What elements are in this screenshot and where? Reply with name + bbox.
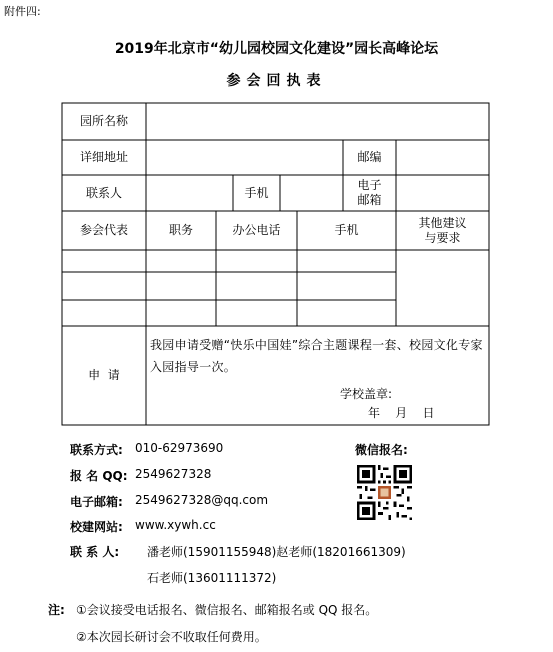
- rep-row-2-name[interactable]: [62, 272, 146, 300]
- rep-row-3-title[interactable]: [146, 300, 216, 326]
- note-line-1: ①会议接受电话报名、微信报名、邮箱报名或 QQ 报名。: [76, 603, 378, 617]
- rep-row-2-mobile[interactable]: [297, 272, 396, 300]
- rep-header-suggestions: 其他建议 与要求: [418, 215, 467, 245]
- org-name-label: 园所名称: [79, 114, 128, 128]
- rep-row-2-office-phone[interactable]: [216, 272, 297, 300]
- contact-person-field[interactable]: [146, 175, 233, 211]
- mobile-label: 手机: [244, 185, 269, 200]
- application-text: 我园申请受赠“快乐中国娃”综合主题课程一套、校园文化专家入园指导一次。: [150, 338, 483, 374]
- contact-person-label: 联系人: [85, 185, 122, 200]
- postcode-label: 邮编: [357, 150, 382, 164]
- contact-method-label: 联系方式:: [70, 443, 123, 457]
- email-label: 电子 邮箱: [357, 178, 382, 207]
- rep-row-2-title[interactable]: [146, 272, 216, 300]
- rep-header-mobile: 手机: [334, 223, 359, 237]
- website-link[interactable]: www.xywh.cc: [135, 518, 216, 532]
- qq-label: 报 名 QQ:: [70, 469, 128, 483]
- email-info-label: 电子邮箱:: [70, 495, 123, 509]
- rep-header-office-phone: 办公电话: [232, 223, 281, 237]
- contacts-line-1: 潘老师(15901155948)赵老师(18201661309): [147, 545, 406, 559]
- rep-header-title: 职务: [168, 223, 193, 237]
- email-field[interactable]: [396, 175, 489, 211]
- rep-row-1-mobile[interactable]: [297, 250, 396, 272]
- suggestions-field[interactable]: [396, 250, 489, 326]
- attachment-label: 附件四:: [4, 5, 41, 18]
- rep-header-name: 参会代表: [79, 223, 128, 237]
- rep-row-3-mobile[interactable]: [297, 300, 396, 326]
- form-subtitle: 参会回执表: [226, 73, 327, 89]
- rep-row-3-name[interactable]: [62, 300, 146, 326]
- wechat-qr-code[interactable]: [357, 465, 412, 520]
- school-stamp-label: 学校盖章:: [340, 387, 393, 401]
- contact-phone: 010-62973690: [135, 441, 224, 455]
- address-label: 详细地址: [79, 150, 128, 164]
- org-name-field[interactable]: [146, 103, 489, 140]
- rep-row-1-name[interactable]: [62, 250, 146, 272]
- notes-label: 注:: [48, 603, 65, 617]
- contacts-line-2: 石老师(13601111372): [147, 571, 277, 585]
- contacts-label: 联 系 人:: [70, 545, 120, 559]
- application-label: 申 请: [88, 368, 120, 382]
- mobile-field[interactable]: [280, 175, 343, 211]
- rep-row-1-title[interactable]: [146, 250, 216, 272]
- page-title: 2019年北京市“幼儿园校园文化建设”园长高峰论坛: [114, 41, 439, 57]
- address-field[interactable]: [146, 140, 343, 175]
- note-line-2: ②本次园长研讨会不收取任何费用。: [76, 630, 267, 644]
- date-label: 年 月 日: [368, 406, 435, 420]
- qq-value: 2549627328: [135, 467, 212, 481]
- rep-row-1-office-phone[interactable]: [216, 250, 297, 272]
- email-info-value[interactable]: 2549627328@qq.com: [135, 493, 269, 507]
- wechat-label: 微信报名:: [355, 443, 408, 457]
- website-label: 校建网站:: [70, 520, 123, 534]
- rep-row-3-office-phone[interactable]: [216, 300, 297, 326]
- postcode-field[interactable]: [396, 140, 489, 175]
